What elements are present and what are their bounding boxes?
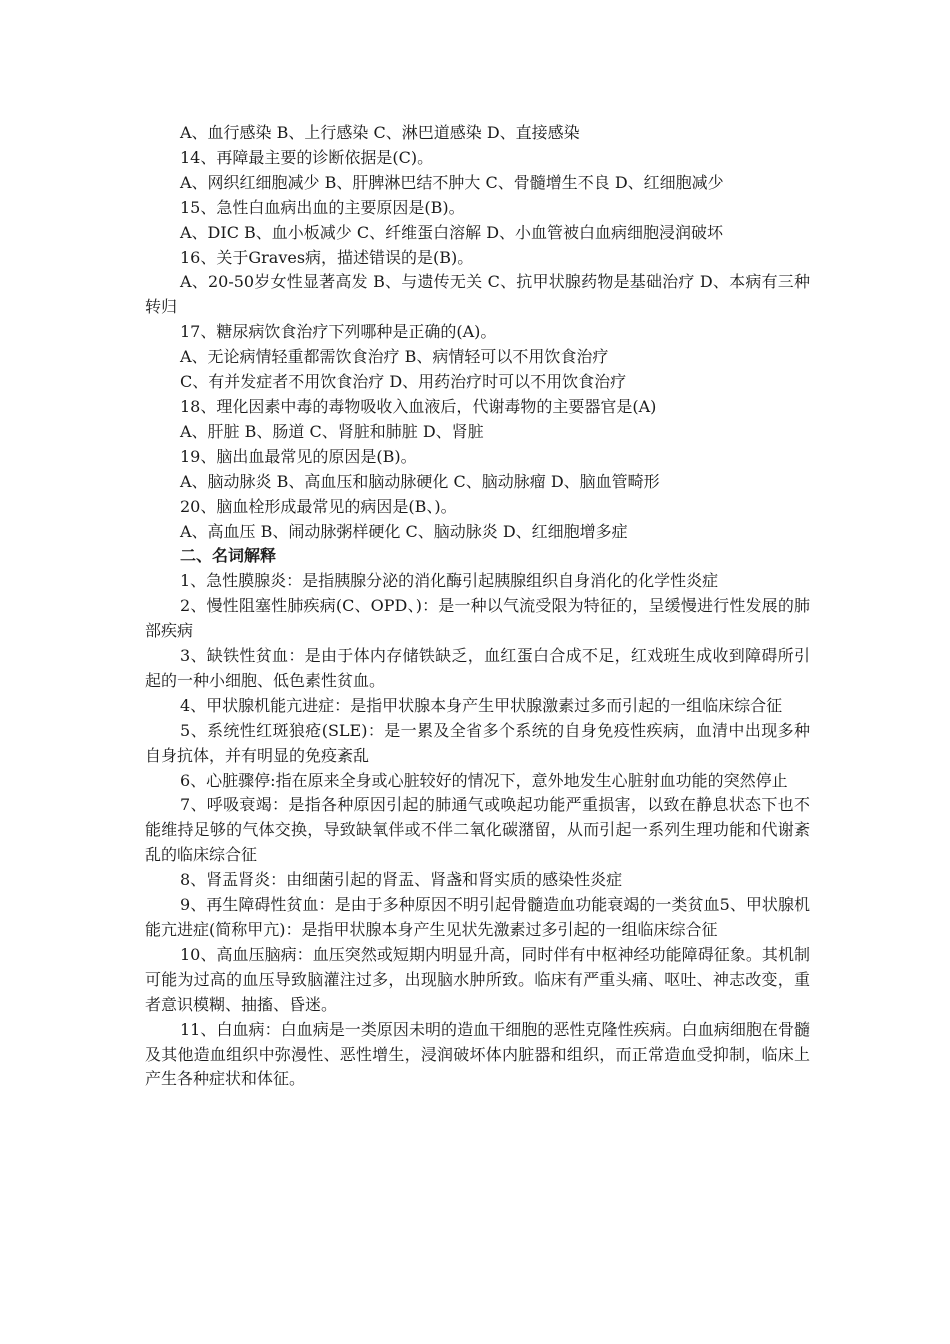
definition-2: 2、慢性阻塞性肺疾病(C、OPD、)：是一种以气流受限为特征的，呈缓慢进行性发展的肺部疾病 <box>145 596 810 641</box>
section-heading: 二、名词解释 <box>180 546 277 566</box>
definition-4: 4、甲状腺机能亢进症：是指甲状腺本身产生甲状腺激素过多而引起的一组临床综合征 <box>180 695 783 715</box>
mcq-options-17b: C、有并发症者不用饮食治疗 D、用药治疗时可以不用饮食治疗 <box>180 372 627 392</box>
mcq-question-18: 18、理化因素中毒的毒物吸收入血液后，代谢毒物的主要器官是(A) <box>180 396 657 416</box>
definition-3: 3、缺铁性贫血：是由于体内存储铁缺乏，血红蛋白合成不足，红戏班生成收到障碍所引起的一种小细胞、低色素性贫血。 <box>145 646 810 690</box>
definition-7: 7、呼吸衰竭：是指各种原因引起的肺通气或唤起功能严重损害，以致在静息状态下也不能维持足够的气体交换，导致缺氧伴或不伴二氧化碳潴留，从而引起一系列生理功能和代谢紊乱的临床综合征 <box>145 795 810 865</box>
mcq-question-16: 16、关于Graves病，描述错误的是(B)。 <box>180 247 474 267</box>
definition-8: 8、肾盂肾炎：由细菌引起的肾盂、肾盏和肾实质的感染性炎症 <box>180 870 623 890</box>
mcq-question-14: 14、再障最主要的诊断依据是(C)。 <box>180 147 434 167</box>
mcq-options-17a: A、无论病情轻重都需饮食治疗 B、病情轻可以不用饮食治疗 <box>180 347 609 367</box>
mcq-question-19: 19、脑出血最常见的原因是(B)。 <box>180 446 417 466</box>
definition-10: 10、高血压脑病：血压突然或短期内明显升高，同时伴有中枢神经功能障碍征象。其机制可能为过高的血压导致脑灌注过多，出现脑水肿所致。临床有严重头痛、呕吐、神志改变，重者意识模糊、抽搐、昏迷。 <box>145 944 810 1014</box>
mcq-question-17: 17、糖尿病饮食治疗下列哪种是正确的(A)。 <box>180 322 497 342</box>
mcq-options-20: A、高血压 B、闹动脉粥样硬化 C、脑动脉炎 D、红细胞增多症 <box>180 521 628 541</box>
document-page <box>145 121 810 1092</box>
definition-1: 1、急性膜腺炎：是指胰腺分泌的消化酶引起胰腺组织自身消化的化学性炎症 <box>180 571 719 591</box>
mcq-options-16: A、20-50岁女性显著高发 B、与遗传无关 C、抗甲状腺药物是基础治疗 D、本病有三种转归 <box>145 272 810 317</box>
mcq-options-14: A、网织红细胞减少 B、肝脾淋巴结不肿大 C、骨髓增生不良 D、红细胞减少 <box>180 172 724 192</box>
mcq-options-15: A、DIC B、血小板减少 C、纤维蛋白溶解 D、小血管被白血病细胞浸润破坏 <box>180 222 724 242</box>
definition-9: 9、再生障碍性贫血：是由于多种原因不明引起骨髓造血功能衰竭的一类贫血5、甲状腺机能亢进症(简称甲亢)：是指甲状腺本身产生见状先激素过多引起的一组临床综合征 <box>145 895 810 939</box>
definition-6: 6、心脏骤停:指在原来全身或心脏较好的情况下，意外地发生心脏射血功能的突然停止 <box>180 770 788 790</box>
mcq-options-13: A、血行感染 B、上行感染 C、淋巴道感染 D、直接感染 <box>180 123 580 142</box>
definition-11: 11、白血病：白血病是一类原因未明的造血干细胞的恶性克隆性疾病。白血病细胞在骨髓及其他造血组织中弥漫性、恶性增生，浸润破坏体内脏器和组织，而正常造血受抑制，临床上产生各种症状和体征。 <box>145 1019 810 1089</box>
mcq-options-18: A、肝脏 B、肠道 C、肾脏和肺脏 D、肾脏 <box>180 421 484 441</box>
mcq-question-20: 20、脑血栓形成最常见的病因是(B、)。 <box>180 496 457 516</box>
mcq-question-15: 15、急性白血病出血的主要原因是(B)。 <box>180 197 465 217</box>
definition-5: 5、系统性红斑狼疮(SLE)：是一累及全省多个系统的自身免疫性疾病，血清中出现多种自身抗体，并有明显的免疫紊乱 <box>145 720 810 765</box>
mcq-options-19: A、脑动脉炎 B、高血压和脑动脉硬化 C、脑动脉瘤 D、脑血管畸形 <box>180 471 660 491</box>
